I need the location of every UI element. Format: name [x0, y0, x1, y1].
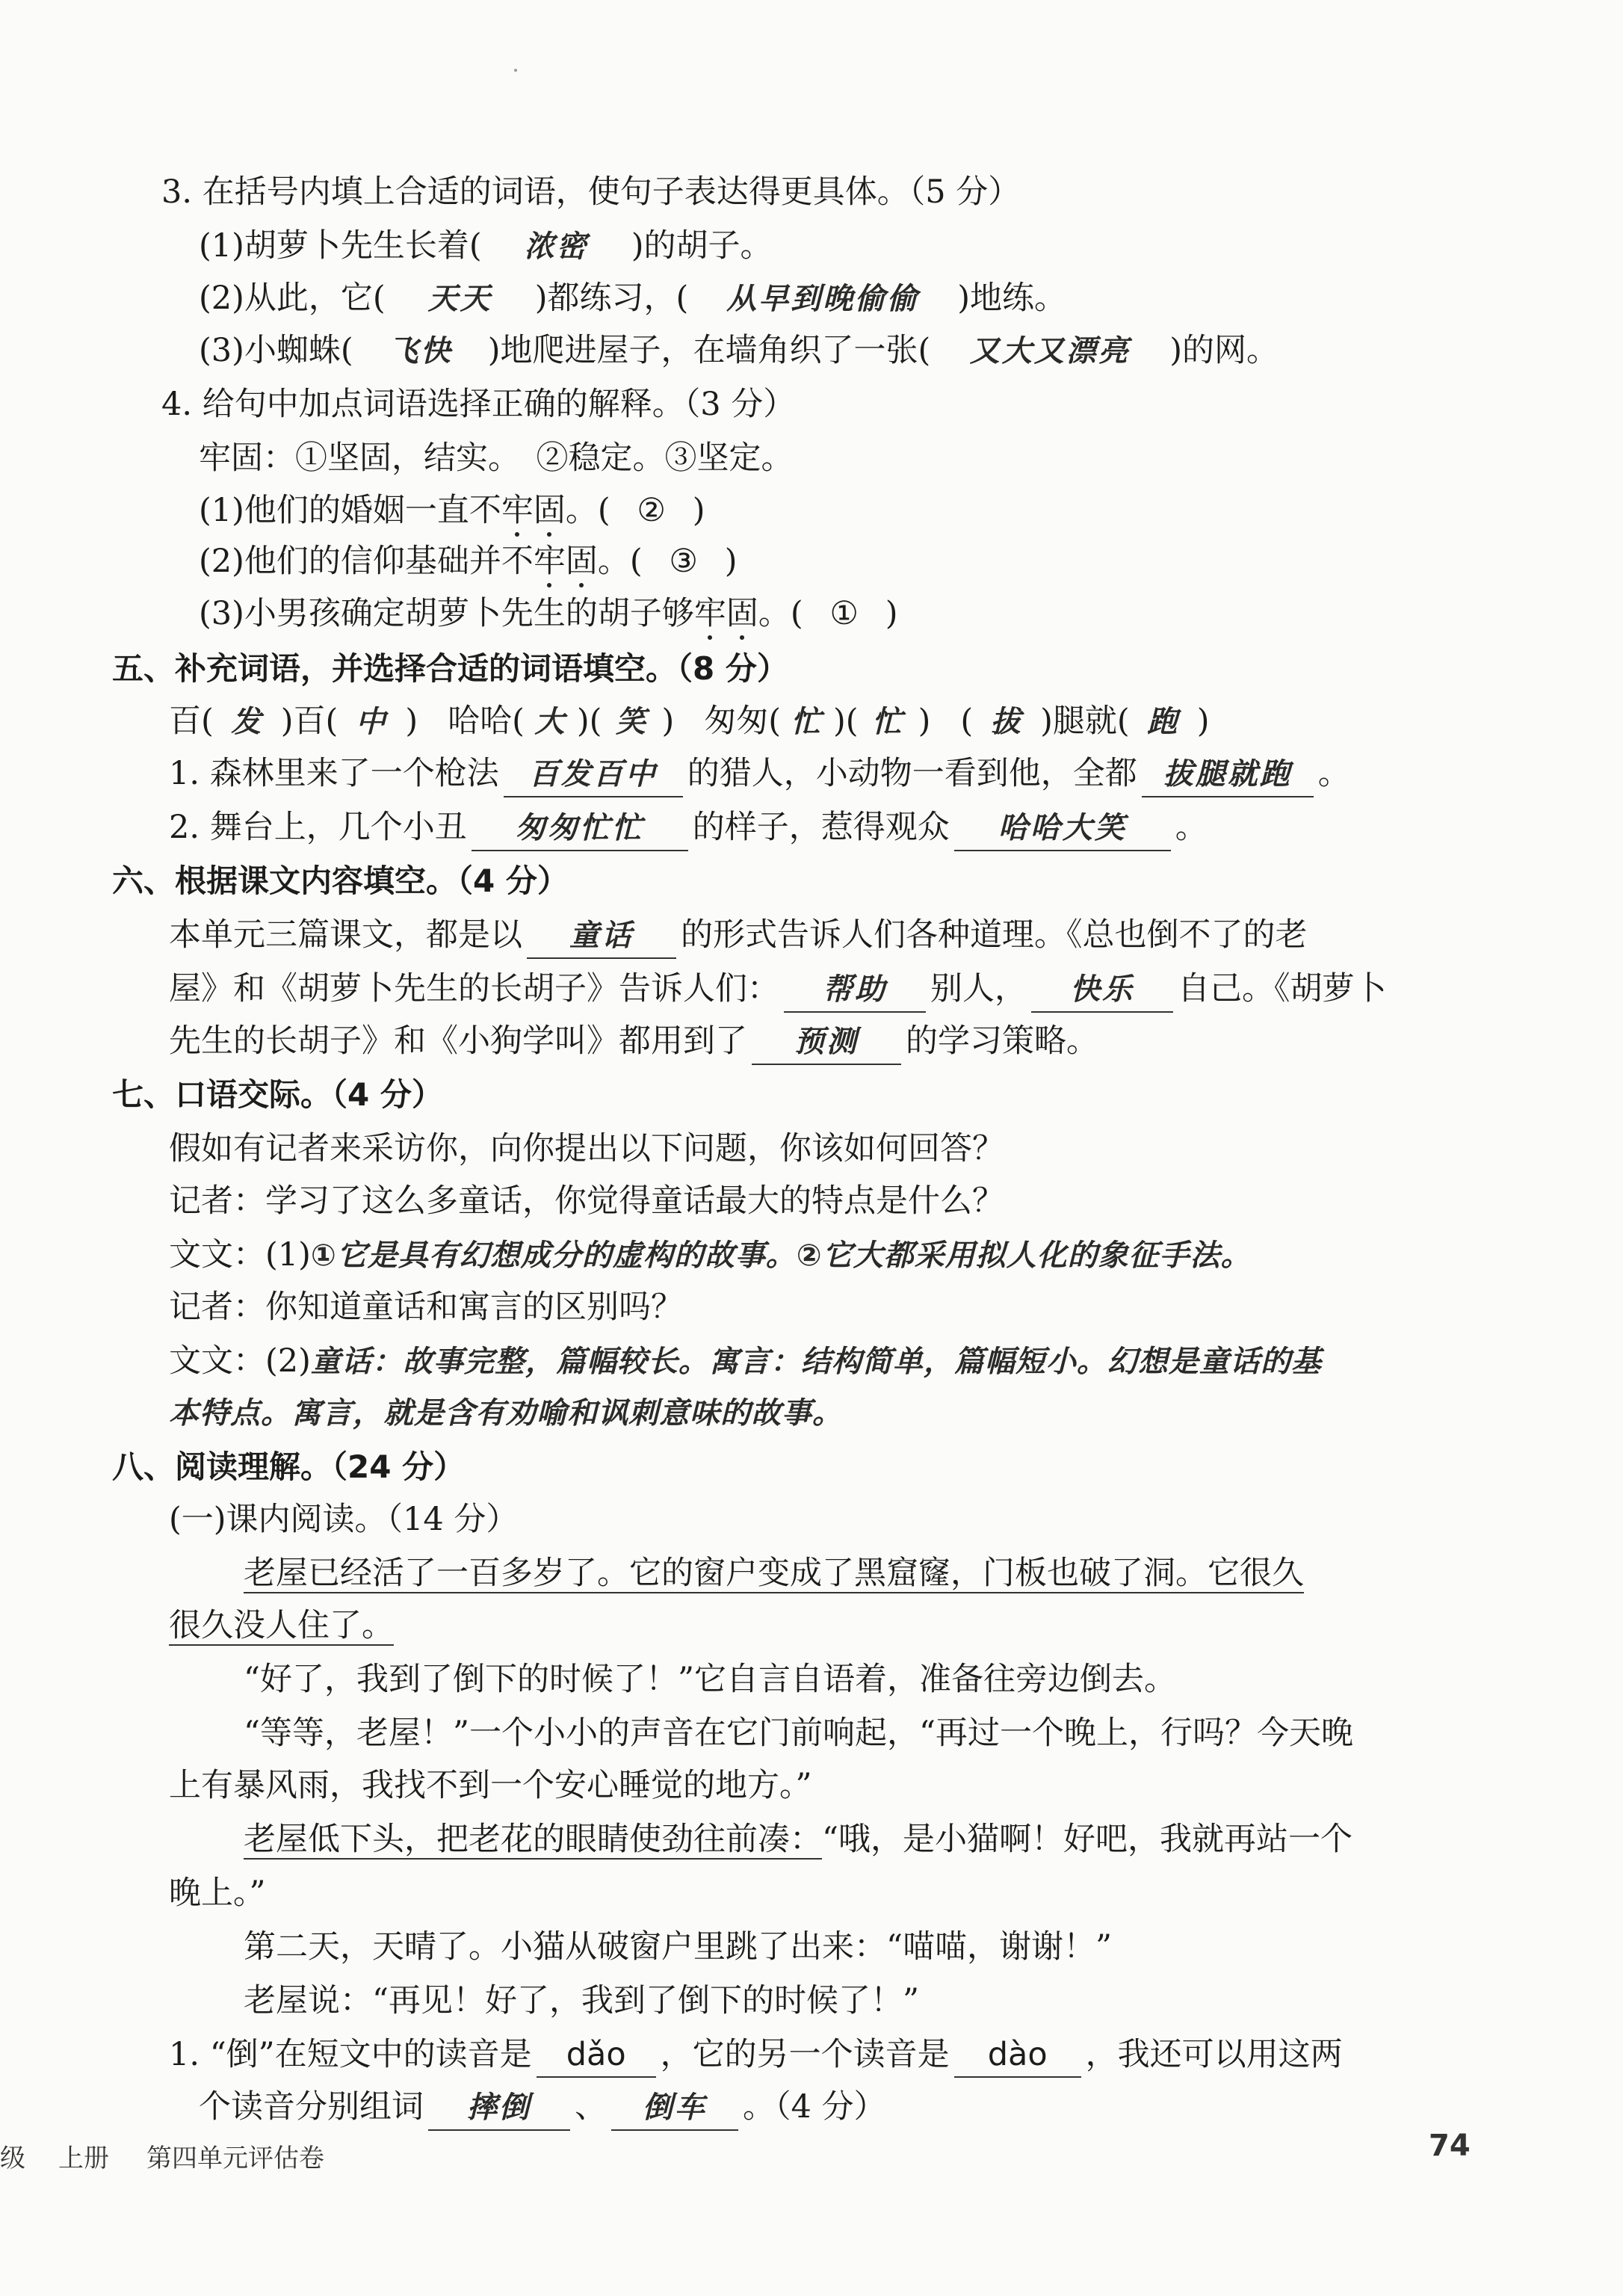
q3-answer-3a: 飞快 — [388, 334, 453, 368]
section-6-line-1: 本单元三篇课文，都是以 童话 的形式告诉人们各种道理。《总也倒不了的老 — [169, 913, 1308, 959]
section-7-question-2: 记者：你知道童话和寓言的区别吗？ — [169, 1289, 683, 1326]
section-6-answer-1: 童话 — [527, 914, 676, 959]
q3-answer-2a: 天天 — [427, 282, 492, 316]
passage-para-5: 第二天，天晴了。小猫从破窗户里跳了出来：“喵喵，谢谢！” — [244, 1928, 1112, 1966]
section-8-answer-1d: 倒车 — [611, 2086, 738, 2131]
section-8-subtitle: (一)课内阅读。（14 分） — [169, 1501, 519, 1538]
section-8-title: 八、阅读理解。（24 分） — [112, 1448, 466, 1485]
section-8-answer-1b: dào — [954, 2033, 1081, 2078]
q4-sentence-3: (3)小男孩确定胡萝卜先生的胡子够牢固。( ① ) — [199, 592, 897, 635]
section-5-words: 百( 发 )百( 中 ) 哈哈( 大 )( 笑 ) 匆匆( 忙 )( 忙 ) ( 拔 )腿就( 跑 ) — [169, 703, 1210, 740]
passage-para-2: “好了，我到了倒下的时候了！”它自言自语着，准备往旁边倒去。 — [244, 1661, 1176, 1698]
section-6-answer-3: 快乐 — [1031, 968, 1173, 1013]
section-5-sentence-2: 2. 舞台上，几个小丑 匆匆忙忙 的样子，惹得观众 哈哈大笑 。 — [169, 806, 1208, 851]
passage-para-1a: 老屋已经活了一百多岁了。它的窗户变成了黑窟窿，门板也破了洞。它很久 — [244, 1555, 1304, 1592]
section-7-title: 七、口语交际。（4 分） — [112, 1076, 443, 1113]
q4-sentence-1: (1)他们的婚姻一直不牢固。( ② ) — [199, 489, 705, 532]
section-8-answer-1c: 摔倒 — [428, 2086, 570, 2131]
passage-para-3b: 上有暴风雨，我找不到一个安心睡觉的地方。” — [169, 1767, 812, 1804]
passage-para-3a: “等等，老屋！”一个小小的声音在它门前响起，“再过一个晚上，行吗？今天晚 — [244, 1715, 1353, 1752]
section-7-answer-1: 文文：(1)①它是具有幻想成分的虚构的故事。②它大都采用拟人化的象征手法。 — [169, 1236, 1252, 1274]
section-7-intro: 假如有记者来采访你，向你提出以下问题，你该如何回答？ — [169, 1130, 1004, 1167]
q4-answer-3: ① — [829, 595, 859, 632]
q3-sentence-3: (3)小蜘蛛( 飞快 )地爬进屋子，在墙角织了一张( 又大又漂亮 )的网。 — [199, 329, 1279, 373]
q4-title: 4. 给句中加点词语选择正确的解释。（3 分） — [161, 386, 796, 423]
passage-para-6: 老屋说：“再见！好了，我到了倒下的时候了！” — [244, 1982, 919, 2019]
section-5-answer-1a: 百发百中 — [504, 753, 683, 797]
section-5-title: 五、补充词语，并选择合适的词语填空。（8 分） — [112, 650, 788, 687]
section-8-answer-1a: dǎo — [537, 2033, 656, 2078]
q3-sentence-1: (1)胡萝卜先生长着( 浓密 )的胡子。 — [199, 224, 772, 268]
section-8-question-1: 1. “倒”在短文中的读音是 dǎo ，它的另一个读音是 dào ，我还可以用这两 — [169, 2033, 1343, 2078]
q3-title: 3. 在括号内填上合适的词语，使句子表达得更具体。（5 分） — [161, 173, 1021, 211]
q4-definition: 牢固：①坚固，结实。 ②稳定。③坚定。 — [199, 439, 794, 477]
section-6-line-3: 先生的长胡子》和《小狗学叫》都用到了 预测 的学习策略。 — [169, 1019, 1098, 1065]
section-6-line-2: 屋》和《胡萝卜先生的长胡子》告诉人们： 帮助 别人， 快乐 自己。《胡萝卜 — [169, 967, 1387, 1013]
footer-grade: 级 — [0, 2144, 25, 2173]
q4-answer-1: ② — [637, 492, 666, 529]
q4-sentence-2: (2)他们的信仰基础并不牢固。( ③ ) — [199, 540, 737, 583]
footer-unit: 第四单元评估卷 — [146, 2144, 324, 2173]
section-6-answer-4: 预测 — [752, 1020, 901, 1065]
section-6-title: 六、根据课文内容填空。（4 分） — [112, 862, 569, 899]
passage-para-4b: 晚上。” — [169, 1874, 266, 1912]
scan-speck — [514, 69, 517, 72]
page-number: 74 — [1429, 2129, 1471, 2163]
section-5-answer-2a: 匆匆忙忙 — [472, 806, 688, 851]
q3-answer-1: 浓密 — [524, 229, 589, 264]
passage-para-1b: 很久没人住了。 — [169, 1607, 394, 1644]
section-5-answer-2b: 哈哈大笑 — [954, 806, 1171, 851]
section-7-answer-2-cont: 本特点。寓言，就是含有劝喻和讽刺意味的故事。 — [169, 1396, 843, 1431]
section-7-answer-2: 文文：(2)童话：故事完整，篇幅较长。寓言：结构简单，篇幅短小。幻想是童话的基 — [169, 1342, 1322, 1380]
section-6-answer-2: 帮助 — [784, 968, 926, 1013]
q4-answer-2: ③ — [669, 543, 698, 580]
passage-para-4a: 老屋低下头，把老花的眼睛使劲往前凑：“哦，是小猫啊！好吧，我就再站一个 — [244, 1821, 1352, 1858]
section-5-answer-1b: 拔腿就跑 — [1142, 753, 1314, 797]
section-7-question-1: 记者：学习了这么多童话，你觉得童话最大的特点是什么？ — [169, 1182, 1004, 1220]
q3-answer-3b: 又大又漂亮 — [969, 334, 1131, 368]
q3-sentence-2: (2)从此，它( 天天 )都练习，( 从早到晚偷偷 )地练。 — [199, 277, 1066, 321]
section-5-sentence-1: 1. 森林里来了一个枪法 百发百中 的猎人，小动物一看到他，全都 拔腿就跑 。 — [169, 752, 1350, 797]
footer-volume: 上册 — [58, 2144, 109, 2173]
q3-answer-2b: 从早到晚偷偷 — [726, 282, 920, 316]
section-8-question-1-cont: 个读音分别组词 摔倒 、 倒车 。（4 分） — [199, 2085, 886, 2131]
